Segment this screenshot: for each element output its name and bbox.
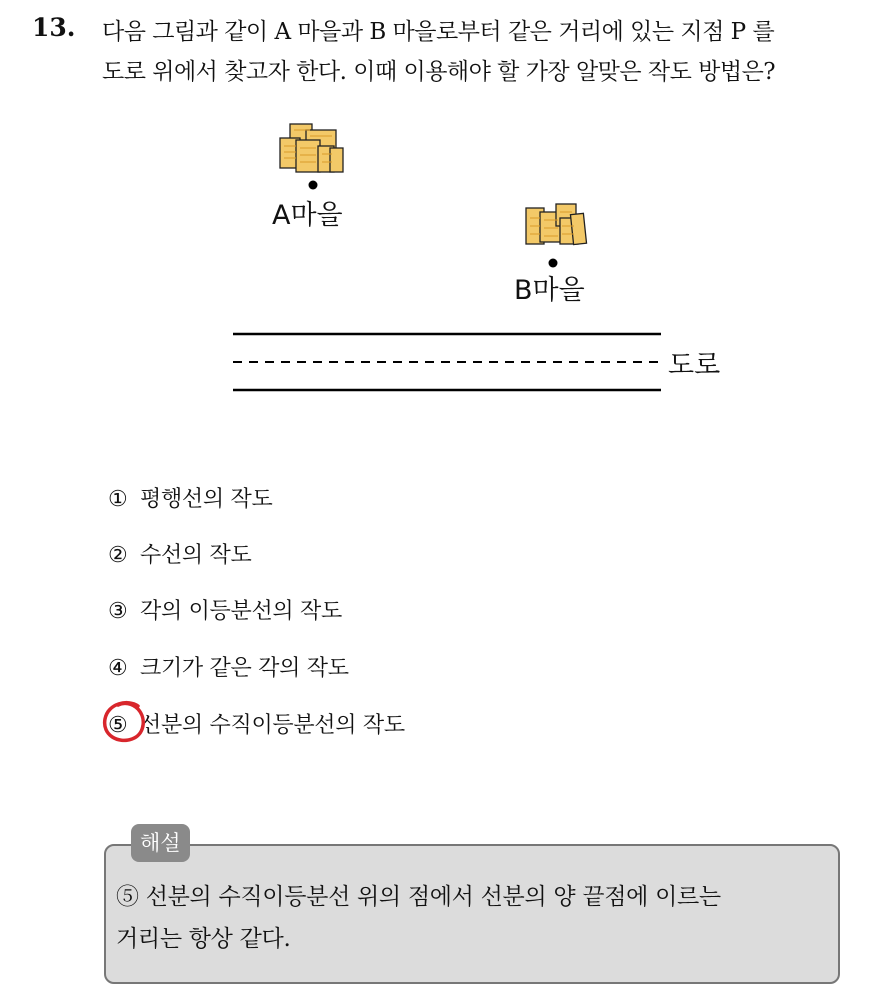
- explanation-text: [116, 876, 836, 960]
- explanation-line-2: 거리는 항상 같다.: [116, 926, 291, 952]
- village-a-label: A마을: [272, 200, 343, 231]
- explanation-line-1: ⑤ 선분의 수직이등분선 위의 점에서 선분의 양 끝점에 이르는: [116, 884, 721, 910]
- village-b-label: B마을: [514, 275, 585, 306]
- choice-number: ③: [108, 599, 128, 624]
- choice-3[interactable]: [108, 594, 342, 625]
- choice-text: 선분의 수직이등분선의 작도: [140, 713, 405, 738]
- choice-text: 각의 이등분선의 작도: [140, 599, 342, 624]
- choice-text: 평행선의 작도: [140, 487, 273, 512]
- village-a-buildings-icon: [280, 124, 343, 172]
- choice-number: ①: [108, 487, 128, 512]
- road-label: 도로: [668, 350, 721, 381]
- choice-2[interactable]: [108, 538, 251, 569]
- choice-4[interactable]: [108, 651, 349, 682]
- question-line-1: 다음 그림과 같이 A 마을과 B 마을로부터 같은 거리에 있는 지점 P 를: [102, 19, 775, 45]
- village-b-point: [549, 259, 558, 268]
- village-a-point: [309, 181, 318, 190]
- question-line-2: 도로 위에서 찾고자 한다. 이때 이용해야 할 가장 알맞은 작도 방법은?: [102, 59, 776, 85]
- choice-number: ②: [108, 543, 128, 568]
- answer-circle-mark-icon: [100, 697, 150, 747]
- explanation-tag: 해설: [131, 824, 190, 862]
- choice-1[interactable]: [108, 482, 272, 513]
- choice-number: ④: [108, 656, 128, 681]
- choice-text: 크기가 같은 각의 작도: [140, 656, 349, 681]
- choice-5[interactable]: [108, 708, 405, 739]
- choice-number: ⑤: [108, 713, 128, 738]
- choice-text: 수선의 작도: [140, 543, 252, 568]
- village-b-buildings-icon: [526, 204, 587, 245]
- question-number: 13.: [32, 13, 76, 42]
